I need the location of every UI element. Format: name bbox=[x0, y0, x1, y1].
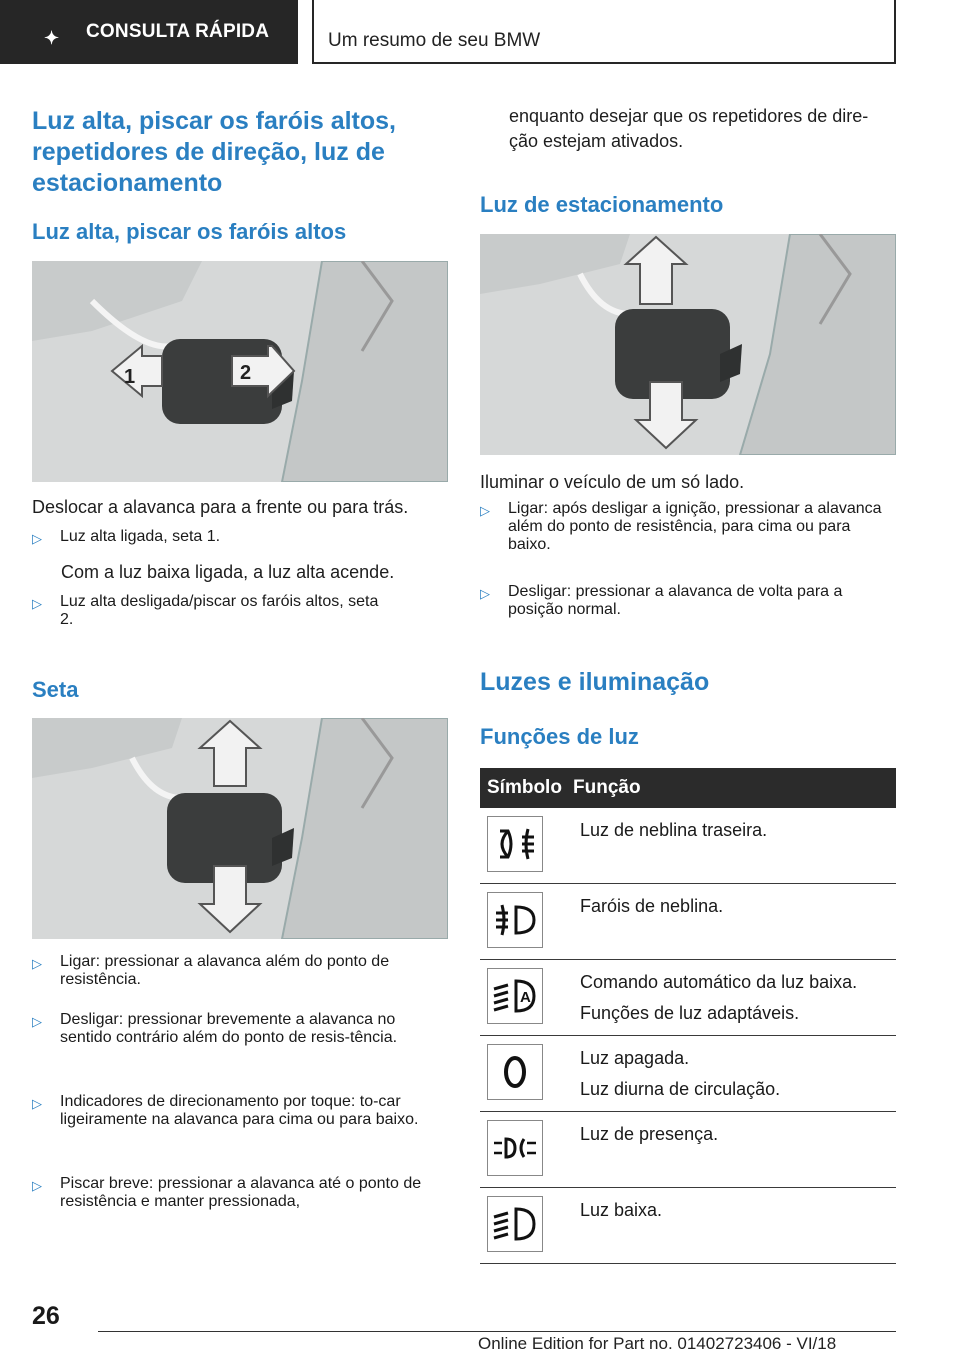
bullet-icon: ▷ bbox=[32, 531, 42, 546]
page-title: Luz alta, piscar os faróis altos, repetidores de direção, luz de estacionamento bbox=[32, 107, 397, 197]
list-item bbox=[32, 593, 392, 629]
list-item-text: Desligar: pressionar brevemente a alavanca no sentido contrário além do ponto de resis-tência. bbox=[60, 1011, 398, 1046]
function-text: Funções de luz adaptáveis. bbox=[580, 1003, 800, 1023]
list-item-text: Indicadores de direcionamento por toque: to-car ligeiramente na alavanca para cima ou para baixo. bbox=[60, 1093, 419, 1128]
column-header-function: Função bbox=[573, 777, 641, 798]
list-item-text: Piscar breve: pressionar a alavanca até o ponto de resistência e manter pressionada, bbox=[60, 1175, 422, 1210]
chapter-tab[interactable] bbox=[0, 0, 298, 64]
parking-light-intro: Iluminar o veículo de um só lado. bbox=[480, 472, 745, 492]
function-text: Luz de neblina traseira. bbox=[580, 820, 768, 840]
heading-light-functions: Funções de luz bbox=[480, 724, 639, 749]
heading-turn-signal: Seta bbox=[32, 677, 79, 702]
bullet-icon: ▷ bbox=[32, 1014, 42, 1029]
list-item-text: Ligar: após desligar a ignição, pressionar a alavanca além do ponto de resistência, para cima ou para baixo. bbox=[508, 500, 882, 553]
table-header bbox=[480, 768, 896, 808]
arrow-label-1: 1 bbox=[124, 366, 136, 388]
function-text: Luz de presença. bbox=[580, 1124, 719, 1144]
heading-lights: Luzes e iluminação bbox=[480, 668, 710, 696]
high-beam-intro: Deslocar a alavanca para a frente ou para trás. bbox=[32, 497, 409, 517]
bullet-icon: ▷ bbox=[32, 1096, 42, 1111]
front-fog-light-icon bbox=[487, 892, 543, 948]
bullet-icon: ▷ bbox=[32, 1178, 42, 1193]
section-title: Um resumo de seu BMW bbox=[312, 0, 896, 64]
table-row bbox=[480, 960, 896, 1036]
list-item bbox=[480, 583, 896, 619]
bullet-icon: ▷ bbox=[32, 596, 42, 611]
list-item-text: Ligar: pressionar a alavanca além do ponto de resistência. bbox=[60, 953, 390, 988]
table-row bbox=[480, 1036, 896, 1112]
function-text: Comando automático da luz baixa. bbox=[580, 972, 858, 992]
continued-text: enquanto desejar que os repetidores de dire-ção estejam ativados. bbox=[509, 106, 869, 151]
heading-parking-light: Luz de estacionamento bbox=[480, 192, 724, 217]
list-item bbox=[32, 1093, 444, 1129]
table-row bbox=[480, 884, 896, 960]
list-item-text: Luz alta ligada, seta 1. bbox=[60, 528, 221, 545]
light-functions-table bbox=[480, 768, 896, 1264]
page-number: 26 bbox=[32, 1302, 60, 1330]
rear-fog-light-icon bbox=[487, 816, 543, 872]
arrow-label-2: 2 bbox=[240, 362, 252, 384]
function-text: Luz diurna de circulação. bbox=[580, 1079, 781, 1099]
turn-signal-illustration bbox=[32, 718, 448, 939]
svg-text:A: A bbox=[520, 989, 531, 1006]
list-item-text: Desligar: pressionar a alavanca de volta para a posição normal. bbox=[508, 583, 843, 618]
bullet-icon: ▷ bbox=[480, 503, 490, 518]
low-beam-icon bbox=[487, 1196, 543, 1252]
list-item-subtext: Com a luz baixa ligada, a luz alta acende. bbox=[61, 562, 395, 582]
list-item bbox=[480, 500, 896, 554]
function-text: Luz baixa. bbox=[580, 1200, 663, 1220]
function-text: Luz apagada. bbox=[580, 1048, 690, 1068]
function-text: Faróis de neblina. bbox=[580, 896, 724, 916]
table-row bbox=[480, 1112, 896, 1188]
list-item-text: Luz alta desligada/piscar os faróis altos, seta 2. bbox=[60, 593, 379, 628]
parking-light-illustration bbox=[480, 234, 896, 455]
list-item bbox=[32, 1011, 442, 1047]
quick-reference-icon: ✦ bbox=[44, 28, 60, 48]
lights-off-icon bbox=[487, 1044, 543, 1100]
column-header-symbol: Símbolo bbox=[487, 777, 562, 798]
table-row bbox=[480, 808, 896, 884]
footer-divider bbox=[98, 1331, 896, 1332]
high-beam-illustration bbox=[32, 261, 448, 482]
parking-light-icon bbox=[487, 1120, 543, 1176]
edition-text: Online Edition for Part no. 01402723406 - VI/18 bbox=[478, 1334, 837, 1353]
bullet-icon: ▷ bbox=[480, 586, 490, 601]
table-row bbox=[480, 1188, 896, 1264]
heading-high-beam: Luz alta, piscar os faróis altos bbox=[32, 219, 347, 244]
list-item bbox=[32, 1175, 448, 1211]
list-item bbox=[32, 953, 448, 989]
auto-low-beam-icon bbox=[487, 968, 543, 1024]
list-item bbox=[32, 528, 448, 547]
chapter-tab-label: CONSULTA RÁPIDA bbox=[86, 21, 270, 42]
bullet-icon: ▷ bbox=[32, 956, 42, 971]
